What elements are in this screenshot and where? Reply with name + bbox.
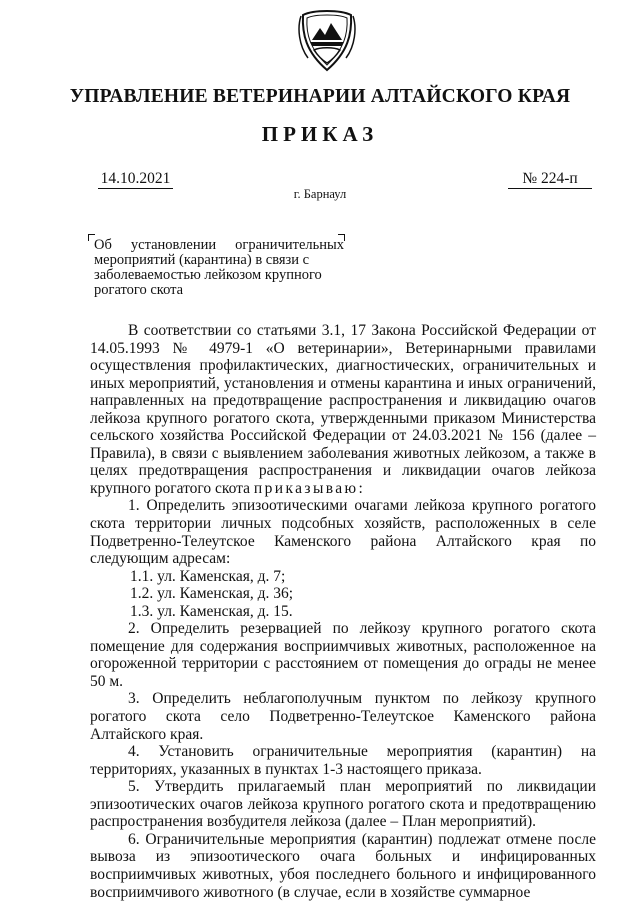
organization-name: УПРАВЛЕНИЕ ВЕТЕРИНАРИИ АЛТАЙСКОГО КРАЯ bbox=[69, 86, 571, 107]
preamble-text: В соответствии со статьями 3.1, 17 Закона Российской Федерации от 14.05.1993 № 4979-1 «О ветеринарии», Ветеринарными правилами осуществления профилактических, диагностических, ограничительных и иных мероприятий, установления и отмены карантина и иных ограничений, направленных на предотвращение распространения и ликвидацию очагов лейкоза крупного рогатого скота, утвержденными приказом Министерства сельского хозяйства Российской Федерации от 24.03.2021 № 156 (далее – Правила), в связи с выявлением заболевания животных лейкозом, а также в целях предотвращения распространения и ликвидации очагов лейкоза крупного рогатого скота bbox=[90, 322, 596, 497]
preamble-spaced-word: приказываю: bbox=[253, 479, 366, 497]
item-1: 1. Определить эпизоотическими очагами лейкоза крупного рогатого скота территории личных подсобных хозяйств, расположенных в селе Подветренно-Телеутское Каменского района Алтайского края по следующим адресам: bbox=[90, 497, 596, 568]
city-label: г. Барнаул bbox=[293, 187, 347, 201]
item-1-1: 1.1. ул. Каменская, д. 7; bbox=[130, 567, 286, 585]
order-date: 14.10.2021 bbox=[98, 170, 173, 189]
item-1-3: 1.3. ул. Каменская, д. 15. bbox=[130, 602, 293, 620]
item-1-2: 1.2. ул. Каменская, д. 36; bbox=[130, 585, 294, 603]
document-type-title: ПРИКАЗ bbox=[261, 122, 379, 146]
order-body bbox=[90, 322, 596, 901]
item-6: 6. Ограничительные мероприятия (карантин) подлежат отмене после вывоза из эпизоотического очага больных и инфицированных восприимчивых животных, убоя последнего больного и инфицированного восприимчивого животного (в случае, если в хозяйстве суммарное bbox=[90, 830, 596, 901]
subject-line-rest: мероприятий (карантина) в связи с заболеваемостью лейкозом крупного рогатого скота bbox=[94, 252, 322, 298]
preamble-paragraph bbox=[90, 322, 596, 497]
item-5: 5. Утвердить прилагаемый план мероприятий по ликвидации эпизоотических очагов лейкоза крупного рогатого скота и предотвращению распространения возбудителя лейкоза (далее – План мероприятий). bbox=[90, 778, 596, 831]
item-4: 4. Установить ограничительные мероприятия (карантин) на территориях, указанных в пунктах 1-3 настоящего приказа. bbox=[90, 743, 596, 778]
order-subject bbox=[94, 238, 344, 298]
item-3: 3. Определить неблагополучным пунктом по лейкозу крупного рогатого скота село Подветренно-Телеутское Каменского района Алтайского края. bbox=[90, 690, 596, 743]
order-number: № 224-п bbox=[508, 170, 592, 189]
subject-line-1: Об установлении ограничительных bbox=[94, 237, 344, 253]
coat-of-arms-emblem bbox=[298, 8, 356, 74]
item-2: 2. Определить резервацией по лейкозу крупного рогатого скота помещение для содержания восприимчивых животных, расположенное на огороженной территории с расстоянием от помещения до ограды не менее 50 м. bbox=[90, 620, 596, 690]
